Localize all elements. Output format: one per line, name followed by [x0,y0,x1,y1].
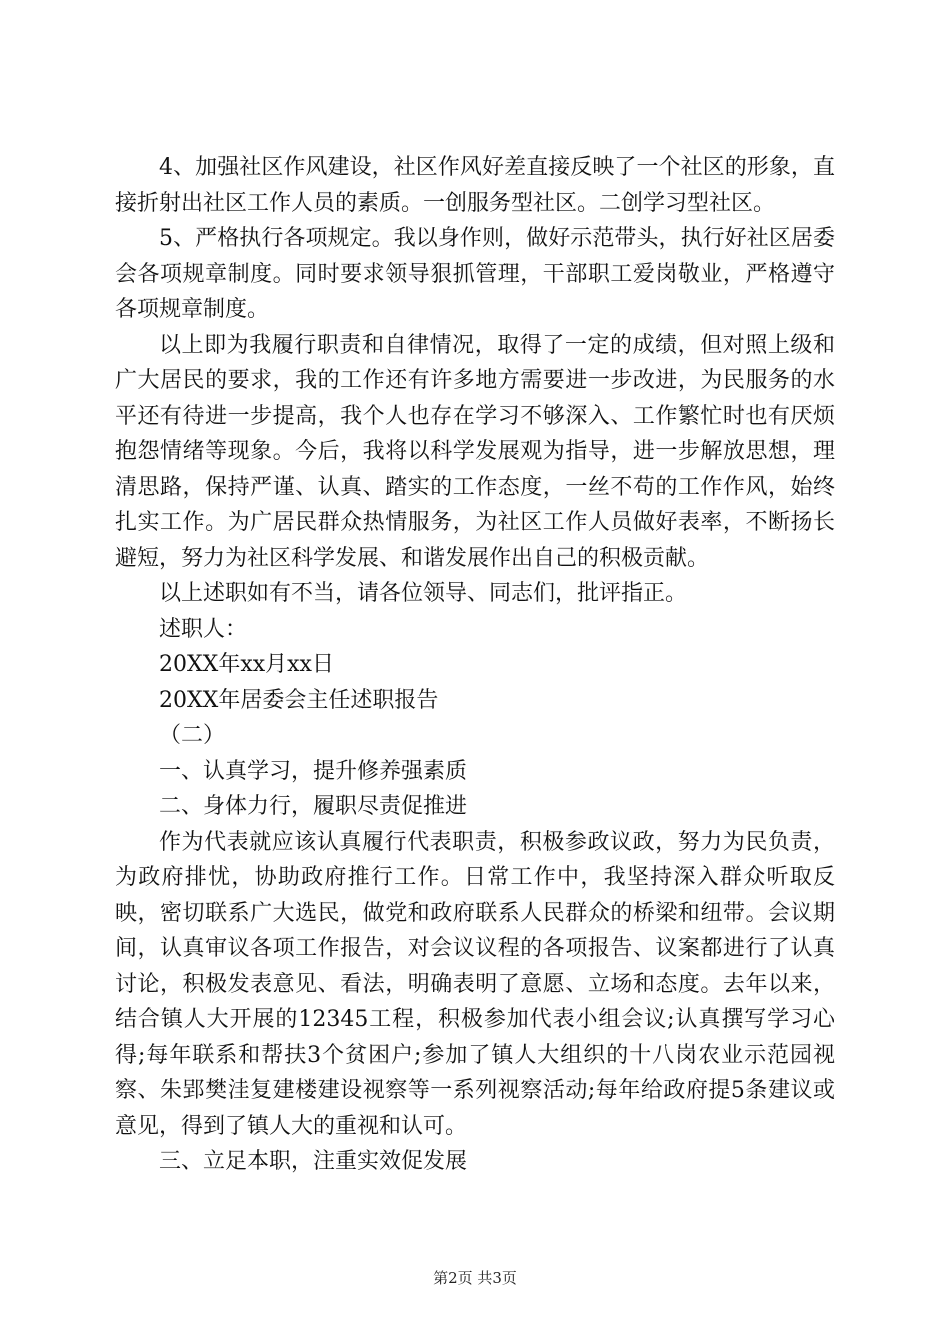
report-date: 20XX年xx月xx日 [159,652,334,677]
paragraph-summary: 以上即为我履行职责和自律情况，取得了一定的成绩，但对照上级和广大居民的要求，我的工作还有许多地方需要进一步改进，为民服务的水平还有待进一步提高，我个人也存在学习不够深入、工作繁忙时也有厌烦抱怨情绪等现象。今后，我将以科学发展观为指导，进一步解放思想，理清思路，保持严谨、认真、踏实的工作态度，一丝不苟的工作作风，始终扎实工作。为广居民群众热情服务，为社区工作人员做好表率，不断扬长避短，努力为社区科学发展、和谐发展作出自己的积极贡献。 [115,332,835,571]
paragraph-item-5: 5、严格执行各项规定。我以身作则，做好示范带头，执行好社区居委会各项规章制度。同时要求领导狠抓管理，干部职工爱岗敬业，严格遵守各项规章制度。 [115,226,835,322]
heading-two: 二、身体力行，履职尽责促推进 [159,794,468,819]
reporter-label: 述职人： [159,616,248,642]
section-number: （二） [159,723,226,748]
paragraph-closing: 以上述职如有不当，请各位领导、同志们，批评指正。 [159,581,688,606]
heading-one: 一、认真学习，提升修养强素质 [159,758,468,784]
document-body [115,150,835,1180]
paragraph-duties: 作为代表就应该认真履行代表职责，积极参政议政，努力为民负责，为政府排忧，协助政府推行工作。日常工作中，我坚持深入群众听取反映，密切联系广大选民，做党和政府联系人民群众的桥梁和纽带。会议期间，认真审议各项工作报告，对会议议程的各项报告、议案都进行了认真讨论，积极发表意见、看法，明确表明了意愿、立场和态度。去年以来，结合镇人大开展的12345工程，积极参加代表小组会议;认真撰写学习心得;每年联系和帮扶3个贫困户;参加了镇人大组织的十八岗农业示范园视察、朱郢樊洼复建楼建设视察等一系列视察活动;每年给政府提5条建议或意见，得到了镇人大的重视和认可。 [115,829,835,1139]
paragraph-item-4: 4、加强社区作风建设，社区作风好差直接反映了一个社区的形象，直接折射出社区工作人员的素质。一创服务型社区。二创学习型社区。 [115,155,835,216]
heading-three: 三、立足本职，注重实效促发展 [159,1149,468,1174]
section-title: 20XX年居委会主任述职报告 [159,687,439,713]
page-number-footer: 第2页 共3页 [433,1269,517,1287]
